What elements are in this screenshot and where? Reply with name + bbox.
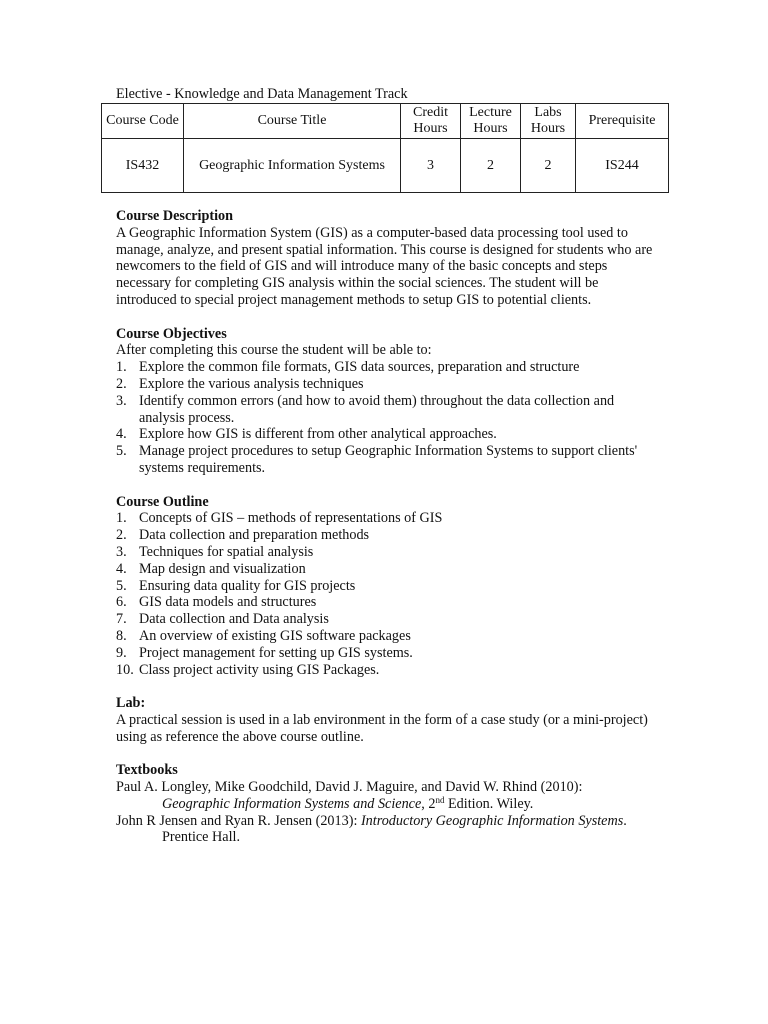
- list-text: Map design and visualization: [139, 560, 306, 577]
- list-text: Manage project procedures to setup Geographic Information Systems to support clients' systems requirements.: [139, 443, 638, 476]
- list-number: 10.: [116, 661, 134, 678]
- list-number: 7.: [116, 611, 127, 628]
- outline-list: [116, 510, 656, 678]
- list-number: 8.: [116, 627, 127, 644]
- course-description-section: [116, 208, 656, 309]
- list-item: [116, 359, 656, 376]
- list-text: Identify common errors (and how to avoid them) throughout the data collection and analysis process.: [139, 392, 615, 426]
- list-item: [116, 393, 656, 427]
- list-number: 6.: [116, 594, 127, 611]
- objectives-list: [116, 359, 656, 477]
- list-number: 3.: [116, 392, 127, 409]
- list-number: 5.: [116, 443, 127, 460]
- document-body: [116, 208, 656, 846]
- header-labs-hours: Labs Hours: [521, 104, 576, 139]
- list-text: Project management for setting up GIS systems.: [139, 644, 413, 661]
- list-item: [116, 578, 656, 595]
- course-objectives-heading: Course Objectives: [116, 325, 227, 342]
- list-number: 1.: [116, 359, 127, 376]
- cell-credit-hours: 3: [401, 139, 461, 193]
- textbooks-heading: Textbooks: [116, 762, 178, 779]
- list-text: Explore the various analysis techniques: [139, 375, 364, 392]
- list-text: Data collection and Data analysis: [139, 611, 329, 628]
- course-outline-heading: Course Outline: [116, 493, 209, 510]
- list-item: [116, 426, 656, 443]
- lab-text: A practical session is used in a lab environment in the form of a case study (or a mini-project) using as reference the above course outline.: [116, 711, 648, 745]
- list-item: [116, 443, 656, 477]
- reference-authors: Paul A. Longley, Mike Goodchild, David J. Maguire, and David W. Rhind (2010):: [116, 779, 583, 796]
- list-item: [116, 561, 656, 578]
- list-text: Concepts of GIS – methods of representations of GIS: [139, 510, 443, 527]
- reference-authors: John R Jensen and Ryan R. Jensen (2013):: [116, 812, 361, 829]
- track-title: Elective - Knowledge and Data Management Track: [116, 86, 408, 102]
- list-item: [116, 611, 656, 628]
- list-item: [116, 594, 656, 611]
- list-text: Explore how GIS is different from other analytical approaches.: [139, 426, 497, 443]
- list-text: Data collection and preparation methods: [139, 527, 370, 544]
- textbook-reference: [116, 813, 656, 847]
- cell-course-title: Geographic Information Systems: [184, 139, 401, 193]
- lab-heading: Lab:: [116, 695, 146, 712]
- list-item: [116, 662, 656, 679]
- list-item: [116, 527, 656, 544]
- textbooks-section: [116, 762, 656, 846]
- cell-labs-hours: 2: [521, 139, 576, 193]
- textbook-reference: [116, 779, 656, 813]
- list-item: [116, 544, 656, 561]
- list-number: 2.: [116, 375, 127, 392]
- course-table: [101, 103, 669, 193]
- list-item: [116, 645, 656, 662]
- list-item: [116, 376, 656, 393]
- reference-title: Geographic Information Systems and Science: [162, 795, 422, 812]
- list-text: Ensuring data quality for GIS projects: [139, 577, 356, 594]
- list-text: Class project activity using GIS Packages.: [139, 661, 380, 678]
- reference-publisher: . Prentice Hall.: [162, 812, 627, 846]
- list-number: 1.: [116, 510, 127, 527]
- list-item: [116, 510, 656, 527]
- header-credit-hours: Credit Hours: [401, 104, 461, 139]
- reference-edition-suffix: nd: [435, 794, 445, 805]
- course-table-header: [102, 104, 669, 139]
- list-number: 5.: [116, 577, 127, 594]
- list-text: GIS data models and structures: [139, 594, 317, 611]
- list-text: Explore the common file formats, GIS data sources, preparation and structure: [139, 359, 580, 376]
- list-item: [116, 628, 656, 645]
- reference-publisher: Edition. Wiley.: [444, 795, 534, 812]
- reference-edition: , 2: [421, 795, 436, 812]
- header-prerequisite: Prerequisite: [576, 104, 669, 139]
- course-objectives-intro: After completing this course the student will be able to:: [116, 342, 432, 359]
- course-description-heading: Course Description: [116, 208, 234, 224]
- header-lecture-hours: Lecture Hours: [461, 104, 521, 139]
- cell-prerequisite: IS244: [576, 139, 669, 193]
- list-number: 3.: [116, 543, 127, 560]
- list-number: 2.: [116, 527, 127, 544]
- cell-course-code: IS432: [102, 139, 184, 193]
- list-number: 9.: [116, 644, 127, 661]
- header-course-code: Course Code: [102, 104, 184, 139]
- list-text: An overview of existing GIS software packages: [139, 627, 411, 644]
- cell-lecture-hours: 2: [461, 139, 521, 193]
- list-number: 4.: [116, 560, 127, 577]
- header-course-title: Course Title: [184, 104, 401, 139]
- course-description-text: A Geographic Information System (GIS) as a computer-based data processing tool used to manage, analyze, and present spatial information. This course is designed for students who are newcomers to the field of GIS and will introduce many of the basic concepts and steps necessary for completing GIS analysis within the social sciences. The student will be introduced to special project management methods to setup GIS to potential clients.: [116, 224, 653, 308]
- lab-section: [116, 695, 656, 745]
- course-outline-section: [116, 494, 656, 679]
- reference-title: Introductory Geographic Information Systems: [360, 812, 624, 829]
- list-number: 4.: [116, 426, 127, 443]
- course-objectives-section: [116, 326, 656, 477]
- list-text: Techniques for spatial analysis: [139, 543, 314, 560]
- table-row: [102, 139, 669, 193]
